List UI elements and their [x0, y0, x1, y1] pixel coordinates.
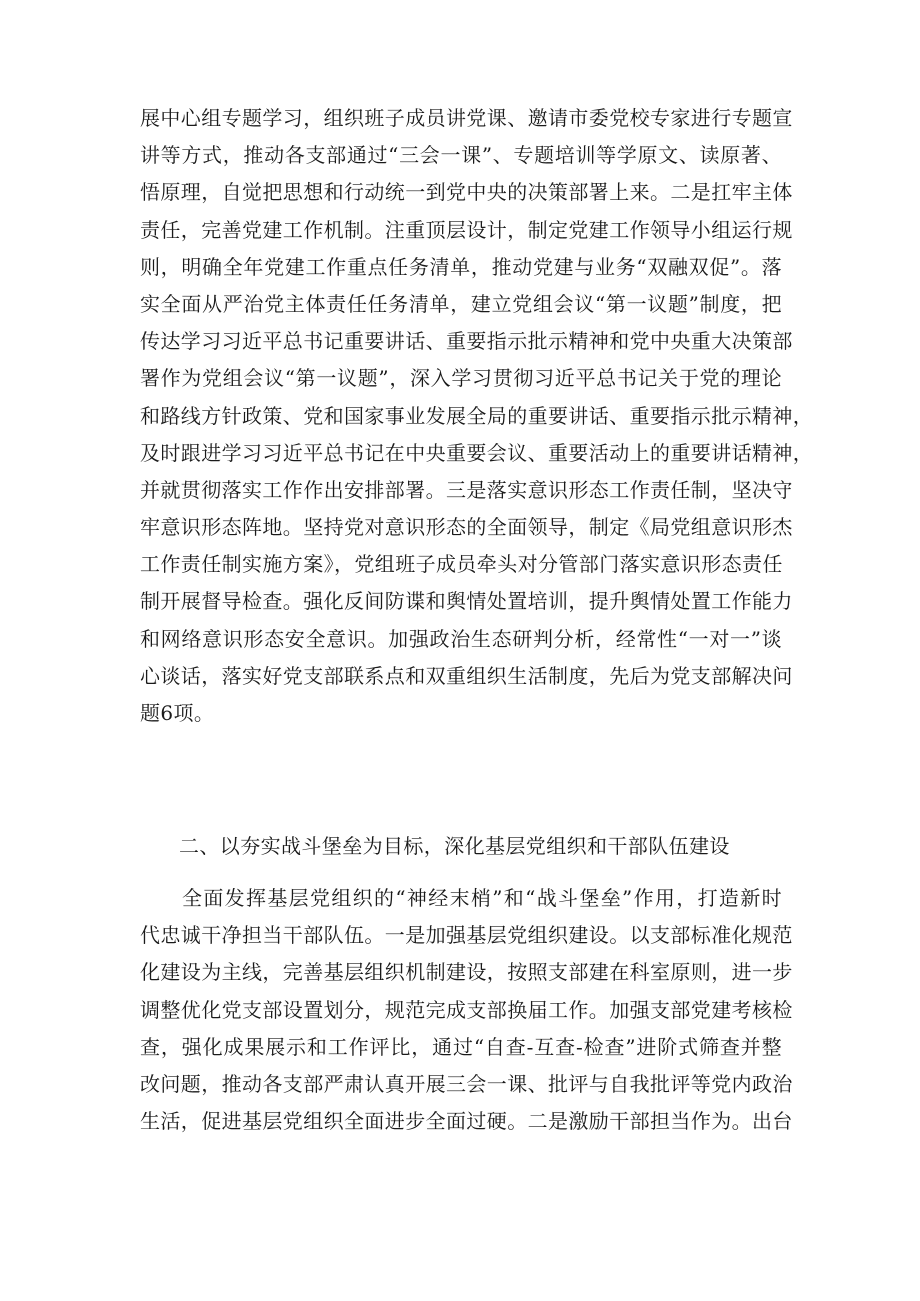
text-line: 心谈话，落实好党支部联系点和双重组织生活制度，先后为党支部解决问: [140, 663, 793, 688]
text-line: 工作责任制实施方案》，党组班子成员牵头对分管部门落实意识形态责任: [140, 552, 783, 577]
text-line: 牢意识形态阵地。坚持党对意识形态的全面领导，制定《局党组意识形杰: [140, 515, 793, 540]
body-paragraph: [140, 880, 793, 1140]
text-line: 传达学习习近平总书记重要讲话、重要指示批示精神和党中央重大决策部: [140, 329, 793, 354]
text-line: 署作为党组会议“第一议题”，深入学习贯彻习近平总书记关于党的理论: [140, 366, 782, 391]
text-line: 和网络意识形态安全意识。加强政治生态研判分析，经常性“一对一”谈: [140, 626, 782, 651]
text-line: 则，明确全年党建工作重点任务清单，推动党建与业务“双融双促”。落: [140, 254, 782, 279]
text-line: 及时跟进学习习近平总书记在中央重要会议、重要活动上的重要讲话精神，: [140, 440, 814, 465]
text-line: 题6项。: [140, 701, 215, 725]
text-line: 代忠诚干净担当干部队伍。一是加强基层党组织建设。以支部标准化规范: [140, 923, 793, 948]
text-line: 改问题，推动各支部严肃认真开展三会一课、批评与自我批评等党内政治: [140, 1071, 793, 1096]
body-paragraph: [140, 100, 814, 732]
text-line: 全面发挥基层党组织的“神经末梢”和“战斗堡垒”作用，打造新时: [182, 886, 782, 910]
text-line: 悟原理，自觉把思想和行动统一到党中央的决策部署上来。二是扛牢主体: [140, 180, 793, 205]
text-line: 展中心组专题学习，组织班子成员讲党课、邀请市委党校专家进行专题宣: [140, 106, 793, 130]
section-heading: 二、以夯实战斗堡垒为目标，深化基层党组织和干部队伍建设: [179, 834, 730, 858]
text-line: 讲等方式，推动各支部通过“三会一课”、专题培训等学原文、读原著、: [140, 143, 782, 168]
text-line: 生活，促进基层党组织全面进步全面过硬。二是激励干部担当作为。出台: [140, 1109, 793, 1134]
text-line: 实全面从严治党主体责任任务清单，建立党组会议“第一议题”制度，把: [140, 291, 782, 316]
text-line: 化建设为主线，完善基层组织机制建设，按照支部建在科室原则，进一步: [140, 960, 793, 985]
text-line: 查，强化成果展示和工作评比，通过“自查-互查-检查”进阶式筛查并整: [140, 1034, 782, 1059]
text-line: 调整优化党支部设置划分，规范完成支部换届工作。加强支部党建考核检: [140, 997, 793, 1022]
text-line: 和路线方针政策、党和国家事业发展全局的重要讲话、重要指示批示精神，: [140, 403, 814, 428]
text-line: 并就贯彻落实工作作出安排部署。三是落实意识形态工作责任制，坚决守: [140, 477, 793, 502]
text-line: 制开展督导检查。强化反间防谍和舆情处置培训，提升舆情处置工作能力: [140, 589, 793, 614]
text-line: 责任，完善党建工作机制。注重顶层设计，制定党建工作领导小组运行规: [140, 217, 793, 242]
